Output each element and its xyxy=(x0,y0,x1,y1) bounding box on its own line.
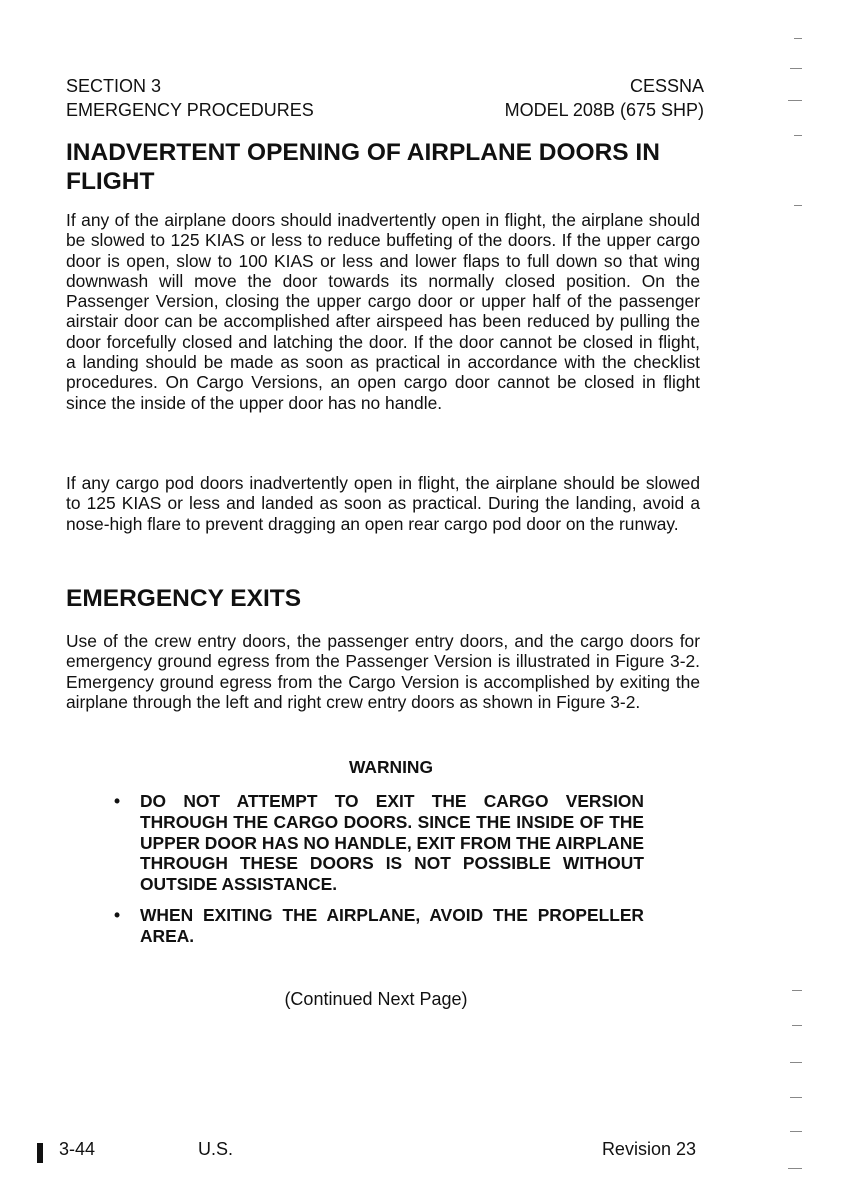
scan-mark xyxy=(792,990,802,991)
header-row-1 xyxy=(66,74,704,98)
warning-item-text: WHEN EXITING THE AIRPLANE, AVOID THE PROPELLER AREA. xyxy=(140,904,644,946)
bullet-icon: • xyxy=(114,904,121,925)
region-label: U.S. xyxy=(198,1139,234,1159)
section-title-door-opening: INADVERTENT OPENING OF AIRPLANE DOORS IN FLIGHT xyxy=(66,139,660,195)
section-number: SECTION 3 xyxy=(66,76,162,96)
bullet-icon: • xyxy=(114,791,121,811)
warning-item-text: DO NOT ATTEMPT TO EXIT THE CARGO VERSION THROUGH THE CARGO DOORS. SINCE THE INSIDE OF THE UPPER DOOR HAS NO HANDLE, EXIT FROM THE AIRPLANE THROUGH THESE DOORS IS NOT POSSIBLE WITHOUT OUTSIDE ASSISTANCE. xyxy=(140,791,644,895)
revision-change-bar xyxy=(37,1143,43,1163)
paragraph-emergency-exits: Use of the crew entry doors, the passenger entry doors, and the cargo doors for emergency ground egress from the Passenger Version is illustrated in Figure 3-2. Emergency ground egress from the Cargo Version is accomplished by exiting the airplane through the left and right crew entry doors as shown in Figure 3-2. xyxy=(66,631,700,712)
scan-mark xyxy=(790,1062,802,1063)
scan-mark xyxy=(792,1025,802,1026)
scan-mark xyxy=(788,1168,802,1169)
model-name: MODEL 208B (675 SHP) xyxy=(504,100,704,120)
section-title-emergency-exits: EMERGENCY EXITS xyxy=(66,585,302,612)
page-header xyxy=(66,74,704,122)
scan-mark xyxy=(794,205,802,206)
manufacturer: CESSNA xyxy=(629,76,704,96)
scan-mark xyxy=(790,1097,802,1098)
revision-label: Revision 23 xyxy=(601,1139,696,1159)
warning-list xyxy=(114,791,644,957)
page-number: 3-44 xyxy=(59,1139,96,1159)
scan-mark xyxy=(790,1131,802,1132)
paragraph-door-opening: If any of the airplane doors should inadvertently open in flight, the airplane should be slowed to 125 KIAS or less to reduce buffeting of the doors. If the upper cargo door is open, slow to 100 KIAS or less and lower flaps to full down so that wing downwash will move the door towards its normally closed position. On the Passenger Version, closing the upper cargo door or upper half of the passenger airstair door can be accomplished after airspeed has been reduced by pulling the door forcefully closed and latching the door. If the door cannot be closed in flight, a landing should be made as soon as practical in accordance with the checklist procedures. On Cargo Versions, an open cargo door cannot be closed in flight since the inside of the upper door has no handle. xyxy=(66,210,700,413)
scan-mark xyxy=(788,100,802,101)
scan-mark xyxy=(790,68,802,69)
warning-heading: WARNING xyxy=(348,757,434,777)
warning-item xyxy=(114,905,644,947)
header-row-2 xyxy=(66,98,704,122)
scan-mark xyxy=(794,38,802,39)
continued-note: (Continued Next Page) xyxy=(284,989,468,1009)
paragraph-cargo-pod: If any cargo pod doors inadvertently open in flight, the airplane should be slowed to 125 KIAS or less and landed as soon as practical. During the landing, avoid a nose-high flare to prevent dragging an open rear cargo pod door on the runway. xyxy=(66,473,700,534)
warning-item xyxy=(114,791,644,895)
scan-mark xyxy=(794,135,802,136)
chapter-title: EMERGENCY PROCEDURES xyxy=(66,100,314,120)
